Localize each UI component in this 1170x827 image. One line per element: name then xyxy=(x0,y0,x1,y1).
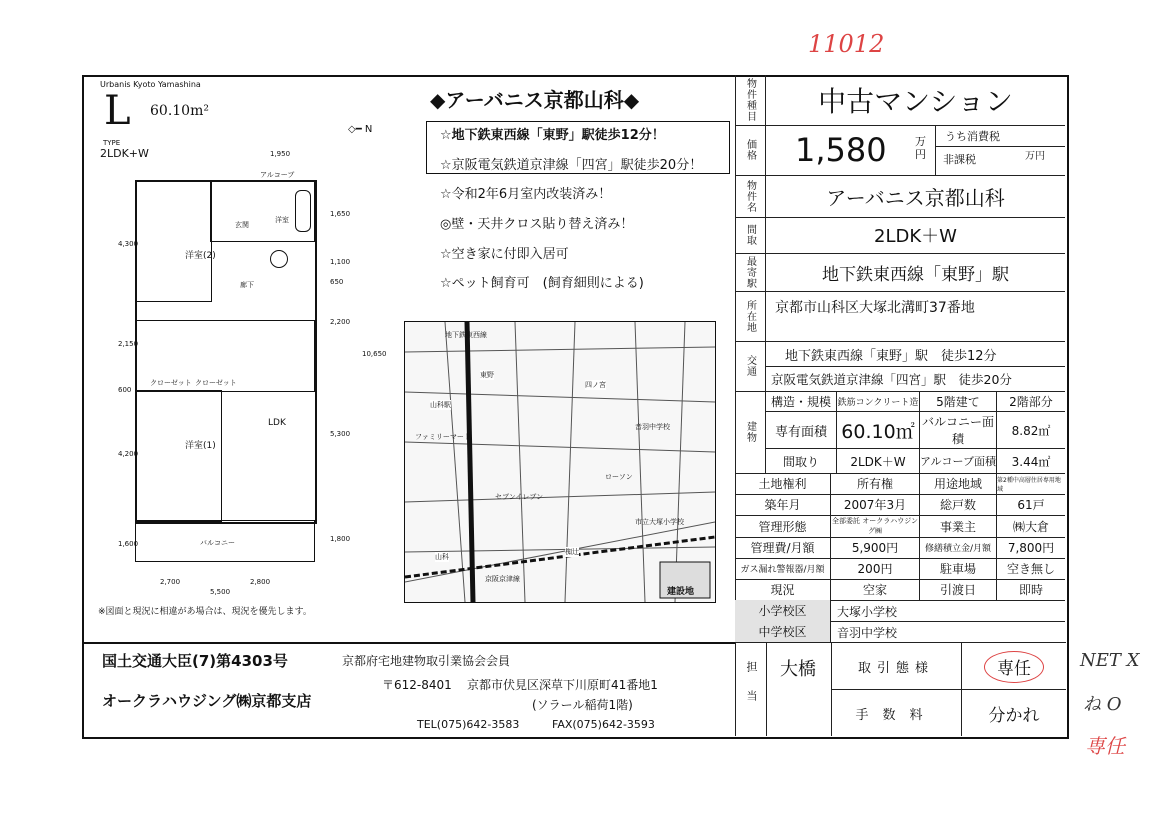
map-label: 京阪京津線 xyxy=(485,575,520,583)
dimension-label: 1,100 xyxy=(330,258,351,266)
area-map xyxy=(404,321,716,603)
dimension-label: 5,500 xyxy=(210,588,231,596)
room-label: 玄関 xyxy=(235,221,249,229)
map-label: ファミリーマート xyxy=(415,433,471,441)
map-label: 山科駅 xyxy=(430,401,451,409)
dimension-label: 5,300 xyxy=(330,430,351,438)
spec-row-junior: 中学校区 音羽中学校 xyxy=(735,621,1065,643)
type-label: TYPE xyxy=(103,139,121,147)
room-label: 洋室 xyxy=(275,216,289,224)
spec-row-station: 最寄駅 地下鉄東西線「東野」駅 xyxy=(735,253,1065,292)
map-label: 椥辻 xyxy=(565,548,579,556)
handwritten-number: 11012 xyxy=(808,30,885,58)
spec-row-access: 交通 地下鉄東西線「東野」駅 徒歩12分 京阪電気鉄道京津線「四宮」駅 徒歩20分 xyxy=(735,341,1065,392)
dimension-label: 10,650 xyxy=(362,350,387,358)
room-label: 洋室(1) xyxy=(185,441,216,451)
association: 京都府宅地建物取引業協会会員 xyxy=(342,654,511,668)
agent-in-charge: 大橋 xyxy=(780,659,816,680)
agent-address: 京都市伏見区深草下川原町41番地1 xyxy=(467,678,658,692)
handwritten-note-3: 専任 xyxy=(1085,734,1125,758)
spec-row-gas: ガス漏れ警報器/月額 200円 駐車場 空き無し xyxy=(735,558,1065,580)
dimension-label: 2,700 xyxy=(160,578,181,586)
feature-box xyxy=(426,121,730,174)
spec-row-price: 価格 1,580 万円 うち消費税 非課税 万円 xyxy=(735,125,1065,176)
disclaimer-note: ※図面と現況に相違があ場合は、現況を優先します。 xyxy=(98,607,312,617)
agent-tel: TEL(075)642-3583 xyxy=(417,718,520,731)
spec-row-built: 築年月 2007年3月 総戸数 61戸 xyxy=(735,494,1065,516)
type-layout: 2LDK+W xyxy=(100,147,149,160)
north-arrow-icon: ◇━ N xyxy=(348,124,373,135)
spec-row-mgmt: 管理形態 全部委託 オークラハウジング㈱ 事業主 ㈱大倉 xyxy=(735,515,1065,538)
spec-row-address: 所在地 京都市山科区大塚北溝町37番地 xyxy=(735,291,1065,342)
dimension-label: 2,800 xyxy=(250,578,271,586)
room-label: バルコニー xyxy=(200,539,235,547)
map-label: 地下鉄東西線 xyxy=(445,331,487,339)
spec-row-elementary: 小学校区 大塚小学校 xyxy=(735,600,1065,622)
map-label: 四ノ宮 xyxy=(585,381,606,389)
map-label: 山科 xyxy=(435,553,449,561)
license-number: 国土交通大臣(7)第4303号 xyxy=(102,652,288,670)
spec-row-fee: 管理費/月額 5,900円 修繕積立金/月額 7,800円 xyxy=(735,537,1065,559)
feature-item: ◎壁・天井クロス貼り替え済み！ xyxy=(440,217,634,232)
spec-row-layout: 間取 2LDK＋W xyxy=(735,217,1065,254)
map-label: 東野 xyxy=(480,371,494,379)
dimension-label: 1,800 xyxy=(330,535,351,543)
room-label: クローゼット xyxy=(150,379,192,387)
agent-building: (ソラール稲荷1階) xyxy=(532,698,633,712)
spec-table xyxy=(735,75,1065,642)
feature-item: ☆京阪電気鉄道京津線「四宮」駅徒歩20分！ xyxy=(440,158,703,173)
spec-row-building: 建物 構造・規模 鉄筋コンクリート造 5階建て 2階部分 専有面積 60.10㎡ バルコニー面積 8.82㎡ 間取り 2LDK＋W アルコーブ面積 3.44㎡ xyxy=(735,391,1065,474)
handwritten-note-2: ね O xyxy=(1083,694,1122,715)
floor-plan xyxy=(90,150,390,596)
map-label: セブンイレブン xyxy=(495,493,544,501)
spec-row-type: 物件種目 中古マンション xyxy=(735,75,1065,126)
commission-split: 分かれ xyxy=(988,705,1040,726)
listing-title: ◆アーバニス京都山科◆ xyxy=(430,88,640,112)
dimension-label: 650 xyxy=(330,278,344,286)
spec-row-land: 土地権利 所有権 用途地域 第2種中高層住居専用地域 xyxy=(735,473,1065,495)
spec-row-name: 物件名 アーバニス京都山科 xyxy=(735,175,1065,218)
dimension-label: 2,150 xyxy=(118,340,139,348)
agent-name: オークラハウジング㈱京都支店 xyxy=(102,692,312,710)
map-roads xyxy=(405,322,715,602)
feature-item: ☆空き家に付即入居可 xyxy=(440,247,569,262)
agent-block xyxy=(82,642,735,737)
map-label: 市立大塚小学校 xyxy=(635,518,684,526)
dimension-label: 4,200 xyxy=(118,450,139,458)
dimension-label: 2,200 xyxy=(330,318,351,326)
spec-row-status: 現況 空家 引渡日 即時 xyxy=(735,579,1065,601)
feature-item: ☆地下鉄東西線「東野」駅徒歩12分！ xyxy=(440,128,665,143)
dimension-label: 1,950 xyxy=(270,150,291,158)
transaction-type: 専任 xyxy=(962,643,1066,690)
room-label: 廊下 xyxy=(240,281,254,289)
dimension-label: 4,300 xyxy=(118,240,139,248)
map-label: 音羽中学校 xyxy=(635,423,670,431)
feature-item: ☆令和2年6月室内改装済み！ xyxy=(440,187,612,202)
room-label: 洋室(2) xyxy=(185,251,216,261)
dimension-label: 1,650 xyxy=(330,210,351,218)
bathtub-icon xyxy=(295,190,311,232)
feature-item: ☆ペット飼育可 (飼育細則による) xyxy=(440,276,644,291)
agent-zip: 〒612-8401 xyxy=(382,678,452,692)
dimension-label: 1,600 xyxy=(118,540,139,548)
floor-area: 60.10m² xyxy=(150,103,209,119)
map-label: ローソン xyxy=(605,473,633,481)
room-label: アルコーブ xyxy=(260,171,295,179)
type-letter: L xyxy=(104,88,131,134)
agent-fax: FAX(075)642-3593 xyxy=(552,718,655,731)
map-label: 建設地 xyxy=(667,587,695,597)
handwritten-note-1: NET X xyxy=(1080,650,1140,671)
brand-english: Urbanis Kyoto Yamashina xyxy=(100,80,201,89)
room-label: クローゼット xyxy=(195,379,237,387)
toilet-icon xyxy=(270,250,288,268)
dimension-label: 600 xyxy=(118,386,132,394)
room-label: LDK xyxy=(268,418,286,428)
charge-block: 担当 大橋 取引態様 手数料 専任 分かれ xyxy=(735,642,1066,736)
